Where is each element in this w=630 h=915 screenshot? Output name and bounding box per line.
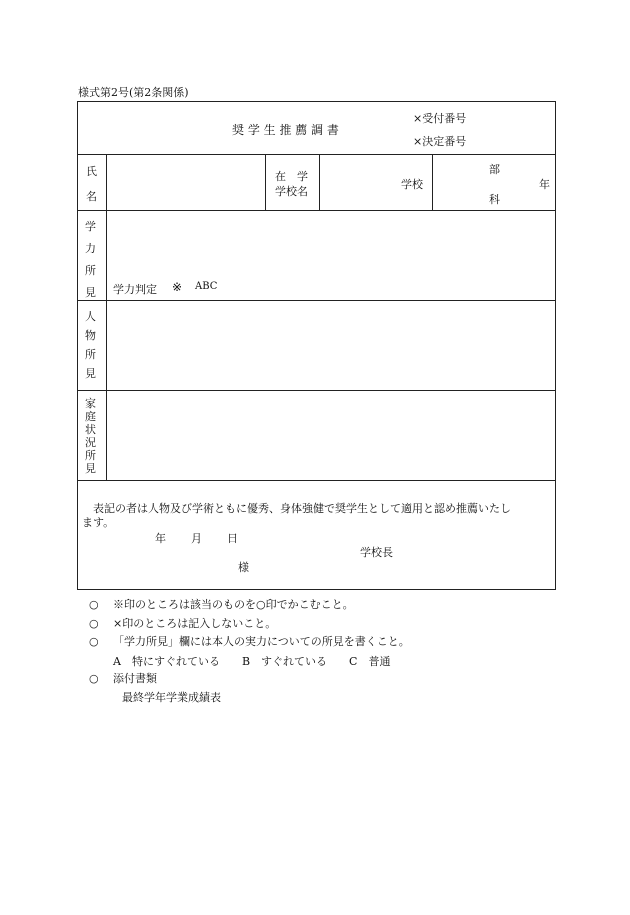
academic-assessment-label: 学 力 所 見 (85, 220, 96, 299)
date-day-label: 日 (227, 532, 238, 545)
date-month-label: 月 (191, 532, 202, 545)
academic-grade-options[interactable]: ABC (195, 281, 218, 292)
dept-divider (432, 154, 433, 210)
row-divider-family (77, 480, 556, 481)
name-field[interactable] (107, 155, 264, 209)
form-title: 奨 学 生 推 薦 調 書 (232, 123, 339, 137)
note-line: ○ 「学力所見」欄には本人の実力についての所見を書くこと。 (89, 635, 410, 648)
note-line: ○ ※印のところは該当のものを○印でかこむこと。 (89, 598, 354, 611)
grade-scale-line: A 特にすぐれている B すぐれている C 普通 (113, 655, 391, 668)
decision-number-label: ×決定番号 (413, 135, 467, 148)
character-assessment-label: 人 物 所 見 (85, 310, 96, 380)
received-number-label: ×受付番号 (413, 112, 467, 125)
note-bullet: ○ (89, 617, 99, 630)
academic-judgement-label: 学力判定 (113, 283, 157, 296)
family-situation-field[interactable] (107, 391, 555, 479)
recommendation-statement-line2: ます。 (82, 516, 115, 529)
school-label-line1: 在 学 (275, 170, 308, 183)
date-year-label: 年 (155, 532, 166, 545)
addressee-honorific: 様 (238, 561, 249, 574)
name-label-top: 氏 (86, 165, 97, 178)
name-label-bottom: 名 (86, 190, 97, 203)
family-situation-label: 家 庭 状 況 所 見 (85, 397, 96, 475)
recommendation-statement-line1: 表記の者は人物及び学術ともに優秀、身体強健で奨学生として適用と認め推薦いたし (93, 502, 511, 515)
department-label: 部 (489, 163, 500, 176)
note-bullet: ○ (89, 672, 99, 685)
attachment-line: 最終学年学業成績表 (122, 691, 221, 704)
note-bullet: ○ (89, 598, 99, 611)
course-label: 科 (489, 193, 500, 206)
note-bullet: ○ (89, 635, 99, 648)
school-suffix: 学校 (401, 178, 423, 191)
form-number-label: 様式第2号(第2条関係) (78, 86, 189, 99)
principal-label: 学校長 (360, 546, 393, 559)
academic-judgement-mark: ※ (172, 280, 183, 294)
year-label: 年 (539, 178, 550, 191)
note-line: ○ 添付書類 (89, 672, 157, 685)
school-label-divider-left (265, 154, 266, 210)
character-assessment-field[interactable] (107, 301, 555, 389)
note-line: ○ ×印のところは記入しないこと。 (89, 617, 277, 630)
school-label-line2: 学校名 (275, 185, 308, 198)
